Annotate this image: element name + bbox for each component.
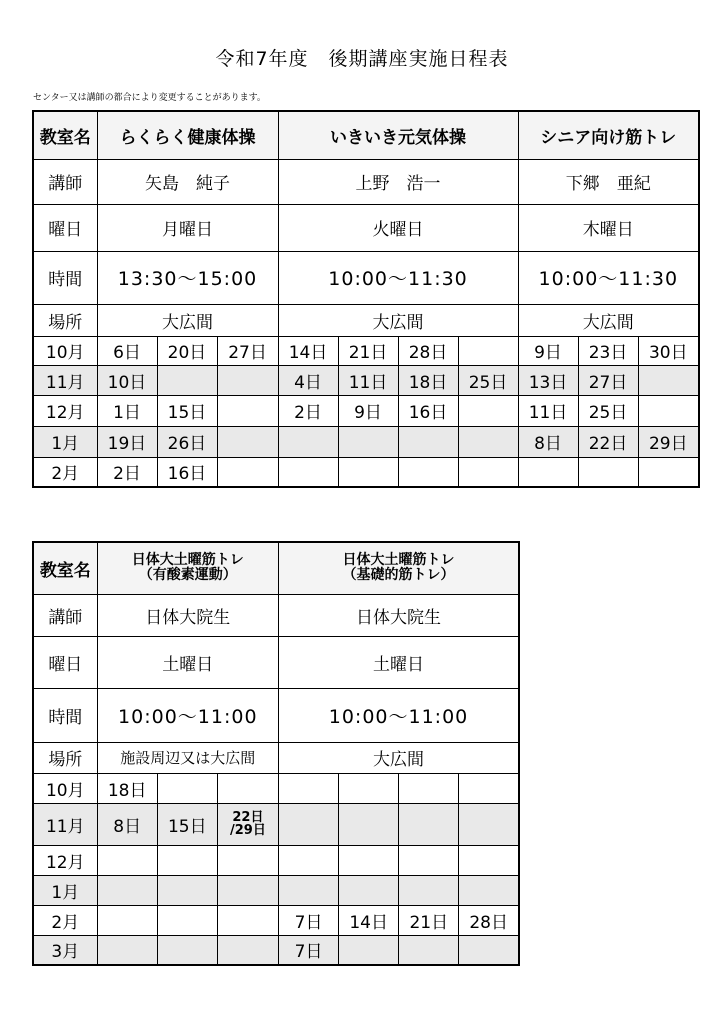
date-cell [157, 365, 217, 395]
date-cell: 15日 [157, 395, 217, 426]
date-cell [339, 845, 399, 875]
table-row [33, 336, 699, 365]
date-cell [278, 803, 338, 845]
date-cell [399, 875, 459, 905]
month-label: 2月 [33, 457, 97, 487]
date-cell: 2日 [278, 395, 338, 426]
date-cell: 25日 [458, 365, 518, 395]
date-cell [518, 457, 578, 487]
date-cell [217, 845, 278, 875]
month-label: 11月 [33, 365, 97, 395]
date-cell [638, 457, 699, 487]
date-cell [97, 875, 157, 905]
place-label: 場所 [33, 304, 97, 336]
date-cell [217, 935, 278, 965]
date-cell: 9日 [338, 395, 398, 426]
date-cell [157, 935, 217, 965]
class-name-line2: （基礎的筋トレ） [342, 567, 455, 584]
table-row [33, 395, 699, 426]
time-label: 時間 [33, 251, 97, 304]
table-row [33, 905, 519, 935]
date-cell [157, 905, 217, 935]
month-label: 10月 [33, 336, 97, 365]
date-cell: 7日 [278, 935, 338, 965]
date-cell: 23日 [578, 336, 638, 365]
date-cell: 28日 [398, 336, 458, 365]
instructor-name: 日体大院生 [278, 594, 519, 636]
date-cell: 14日 [278, 336, 338, 365]
date-cell [399, 773, 459, 803]
time-value: 10:00〜11:00 [278, 688, 519, 742]
time-value: 10:00〜11:30 [278, 251, 518, 304]
date-cell [97, 935, 157, 965]
date-cell: 30日 [638, 336, 699, 365]
date-cell [459, 935, 519, 965]
table-row [33, 773, 519, 803]
table-row [33, 457, 699, 487]
month-label: 12月 [33, 395, 97, 426]
date-cell [157, 845, 217, 875]
date-cell [157, 773, 217, 803]
date-cell: 27日 [578, 365, 638, 395]
month-label: 3月 [33, 935, 97, 965]
date-cell [398, 457, 458, 487]
date-cell: 8日 [518, 426, 578, 457]
date-cell: 11日 [518, 395, 578, 426]
date-cell [338, 457, 398, 487]
table-row [33, 426, 699, 457]
date-cell: 22日 [578, 426, 638, 457]
date-cell [398, 426, 458, 457]
place-value: 大広間 [278, 304, 518, 336]
date-cell: 13日 [518, 365, 578, 395]
date-cell: 18日 [398, 365, 458, 395]
date-cell [458, 395, 518, 426]
weekday-label: 曜日 [33, 204, 97, 251]
date-cell [278, 845, 338, 875]
date-cell: 26日 [157, 426, 217, 457]
date-cell: 10日 [97, 365, 157, 395]
date-cell: 21日 [399, 905, 459, 935]
date-cell [278, 426, 338, 457]
date-cell: 25日 [578, 395, 638, 426]
date-cell [399, 803, 459, 845]
date-cell [459, 845, 519, 875]
table-row [33, 875, 519, 905]
weekday-value: 火曜日 [278, 204, 518, 251]
change-notice: センター又は講師の都合により変更することがあります。 [33, 93, 266, 103]
date-cell [339, 935, 399, 965]
date-cell [578, 457, 638, 487]
date-cell [157, 875, 217, 905]
date-cell [217, 395, 278, 426]
date-cell [399, 845, 459, 875]
place-label: 場所 [33, 742, 97, 773]
date-cell [217, 875, 278, 905]
time-label: 時間 [33, 688, 97, 742]
time-value: 10:00〜11:30 [518, 251, 699, 304]
date-cell [217, 426, 278, 457]
table-row [33, 803, 519, 845]
month-label: 2月 [33, 905, 97, 935]
instructor-name: 矢島 純子 [97, 159, 278, 204]
date-cell: 1日 [97, 395, 157, 426]
instructor-name: 下郷 亜紀 [518, 159, 699, 204]
date-cell [458, 336, 518, 365]
weekday-value: 木曜日 [518, 204, 699, 251]
date-cell: 6日 [97, 336, 157, 365]
classroom-label: 教室名 [33, 111, 97, 159]
date-cell: 18日 [97, 773, 157, 803]
date-cell: 2日 [97, 457, 157, 487]
classroom-label: 教室名 [33, 542, 97, 594]
class-name: いきいき元気体操 [278, 111, 518, 159]
date-cell [338, 426, 398, 457]
date-cell: 21日 [338, 336, 398, 365]
class-name [278, 542, 519, 594]
date-cell [459, 803, 519, 845]
place-value: 大広間 [97, 304, 278, 336]
date-cell [97, 905, 157, 935]
weekday-label: 曜日 [33, 636, 97, 688]
date-cell: 27日 [217, 336, 278, 365]
date-cell [638, 365, 699, 395]
date-cell [217, 457, 278, 487]
date-cell: 15日 [157, 803, 217, 845]
date-cell [217, 365, 278, 395]
place-value: 大広間 [518, 304, 699, 336]
date-line1: 22日 [232, 810, 264, 825]
instructor-label: 講師 [33, 159, 97, 204]
date-cell [217, 905, 278, 935]
date-cell [458, 457, 518, 487]
date-cell: 9日 [518, 336, 578, 365]
date-cell [339, 875, 399, 905]
instructor-name: 上野 浩一 [278, 159, 518, 204]
date-cell [278, 875, 338, 905]
instructor-name: 日体大院生 [97, 594, 278, 636]
class-name: シニア向け筋トレ [518, 111, 699, 159]
place-value: 施設周辺又は大広間 [97, 742, 278, 773]
schedule-table-saturday [32, 541, 520, 966]
date-cell: 4日 [278, 365, 338, 395]
class-name-line1: 日体大土曜筋トレ [131, 552, 244, 569]
date-cell: 28日 [459, 905, 519, 935]
page-title: 令和7年度 後期講座実施日程表 [215, 48, 509, 70]
table-row [33, 365, 699, 395]
schedule-table-weekday [32, 110, 700, 488]
date-cell: 7日 [278, 905, 338, 935]
date-cell [459, 875, 519, 905]
time-value: 10:00〜11:00 [97, 688, 278, 742]
date-cell: 14日 [339, 905, 399, 935]
month-label: 11月 [33, 803, 97, 845]
month-label: 12月 [33, 845, 97, 875]
month-label: 10月 [33, 773, 97, 803]
month-label: 1月 [33, 875, 97, 905]
date-cell: 16日 [398, 395, 458, 426]
date-cell [217, 773, 278, 803]
date-cell: 19日 [97, 426, 157, 457]
date-cell: 20日 [157, 336, 217, 365]
date-cell: 11日 [338, 365, 398, 395]
instructor-label: 講師 [33, 594, 97, 636]
date-cell [217, 803, 278, 845]
time-value: 13:30〜15:00 [97, 251, 278, 304]
date-cell [339, 803, 399, 845]
date-cell [638, 395, 699, 426]
date-cell: 29日 [638, 426, 699, 457]
weekday-value: 土曜日 [278, 636, 519, 688]
date-cell [458, 426, 518, 457]
date-cell: 16日 [157, 457, 217, 487]
class-name-line2: （有酸素運動） [138, 567, 237, 584]
class-name-line1: 日体大土曜筋トレ [342, 552, 455, 569]
date-cell [97, 845, 157, 875]
date-cell [278, 773, 338, 803]
date-cell [278, 457, 338, 487]
date-cell [399, 935, 459, 965]
table-row [33, 845, 519, 875]
date-cell: 8日 [97, 803, 157, 845]
table-row [33, 935, 519, 965]
month-label: 1月 [33, 426, 97, 457]
weekday-value: 土曜日 [97, 636, 278, 688]
date-line2: /29日 [229, 823, 266, 838]
date-cell [459, 773, 519, 803]
date-cell [339, 773, 399, 803]
class-name [97, 542, 278, 594]
class-name: らくらく健康体操 [97, 111, 278, 159]
place-value: 大広間 [278, 742, 519, 773]
weekday-value: 月曜日 [97, 204, 278, 251]
